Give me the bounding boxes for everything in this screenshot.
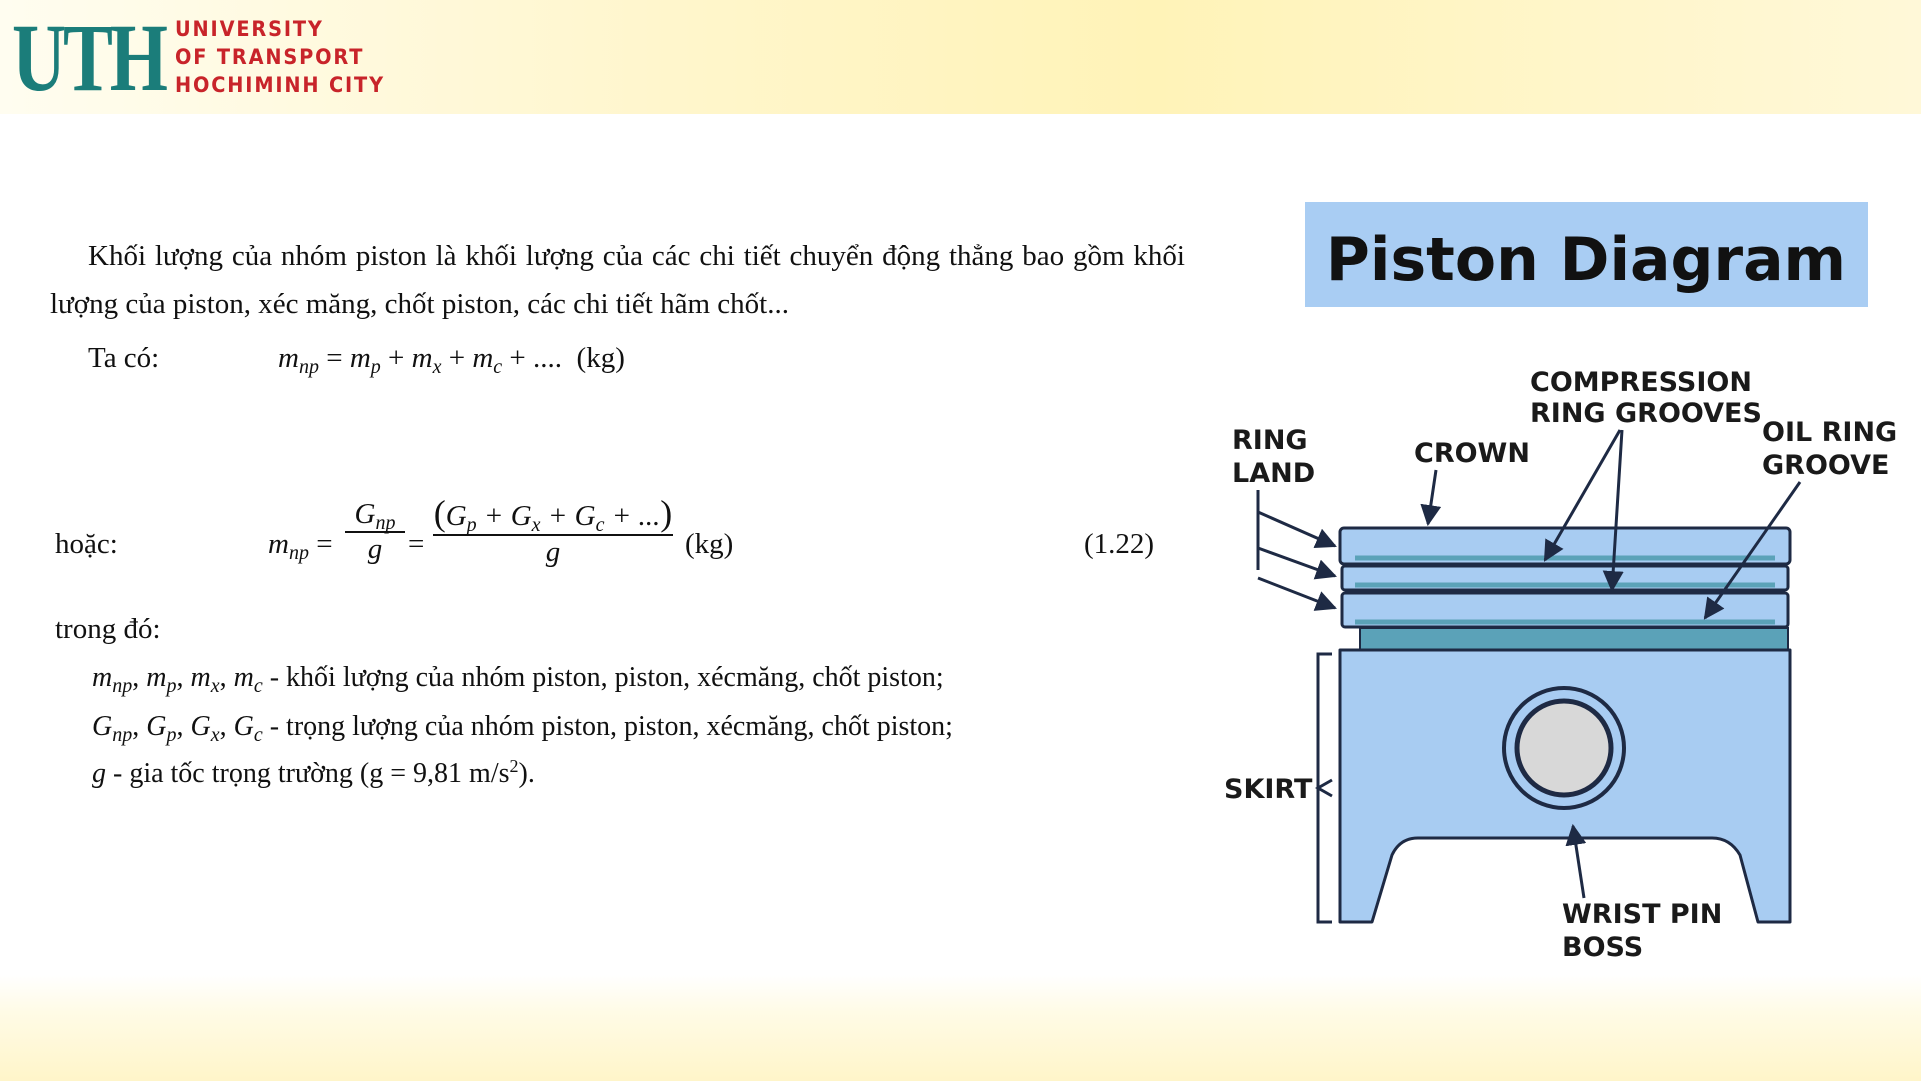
diagram-title: Piston Diagram xyxy=(1325,225,1847,295)
definition-mass: $m_{np}$, $m_p$, $m_x$, $m_c$ - khối lượng của nhóm piston, piston, xécmăng, chốt piston; xyxy=(92,662,944,697)
equals-sign: = xyxy=(408,528,425,560)
equation-sum: $m_{np} = m_p + m_x + m_c$ + .... (kg) xyxy=(278,342,625,378)
definition-weight: $G_{np}$, $G_p$, $G_x$, $G_c$ - trọng lượng của nhóm piston, piston, xécmăng, chốt piston; xyxy=(92,711,953,746)
label-oil-2: GROOVE xyxy=(1762,450,1890,481)
definition-gravity-sup: 2 xyxy=(509,756,519,776)
label-compression-1: COMPRESSION xyxy=(1530,367,1752,398)
label-wrist-2: BOSS xyxy=(1562,932,1644,963)
definition-mass-text: - khối lượng của nhóm piston, piston, xécmăng, chốt piston; xyxy=(262,662,944,693)
fraction-gsum: ($G_p + G_x + G_c$ + ...) g xyxy=(433,493,673,568)
label-ring-2: LAND xyxy=(1232,458,1316,489)
label-crown: CROWN xyxy=(1414,438,1530,469)
fraction-gnp: $G_{np}$ g xyxy=(345,498,405,566)
definition-gravity-text: - gia tốc trọng trường (g = 9,81 m/s xyxy=(106,758,510,789)
trong-do-label: trong đó: xyxy=(55,613,161,645)
unit-kg-1: (kg) xyxy=(576,342,625,374)
footer-band xyxy=(0,975,1921,1081)
label-compression-2: RING GROOVES xyxy=(1530,398,1762,429)
logo-line-1: UNIVERSITY xyxy=(175,17,324,41)
equation-mnp: $m_{np}$ = xyxy=(268,528,333,564)
logo-mark: UTH xyxy=(12,4,165,111)
logo-line-2: OF TRANSPORT xyxy=(175,45,365,69)
intro-paragraph: Khối lượng của nhóm piston là khối lượng của các chi tiết chuyển động thẳng bao gồm khối lượng của piston, xéc măng, chốt piston, các chi tiết hãm chốt... xyxy=(50,240,1185,320)
definition-weight-text: - trọng lượng của nhóm piston, piston, xécmăng, chốt piston; xyxy=(262,711,953,742)
label-ring-1: RING xyxy=(1232,425,1308,456)
unit-kg-2: (kg) xyxy=(685,528,734,560)
logo-text xyxy=(175,15,403,99)
label-wrist-1: WRIST PIN xyxy=(1562,899,1723,930)
piston-diagram xyxy=(1200,195,1921,975)
label-oil-1: OIL RING xyxy=(1762,417,1898,448)
ta-co-label: Ta có: xyxy=(88,342,160,374)
header-banner xyxy=(0,0,1921,114)
logo-line-3: HOCHIMINH CITY xyxy=(175,73,385,97)
hoac-label: hoặc: xyxy=(55,528,118,560)
label-skirt: SKIRT xyxy=(1224,774,1313,805)
equation-number: (1.22) xyxy=(1084,528,1155,560)
definition-gravity: g - gia tốc trọng trường (g = 9,81 $m/s^2$). xyxy=(92,756,535,789)
piston-body xyxy=(1340,528,1790,922)
definition-gravity-end: ). xyxy=(518,758,535,789)
